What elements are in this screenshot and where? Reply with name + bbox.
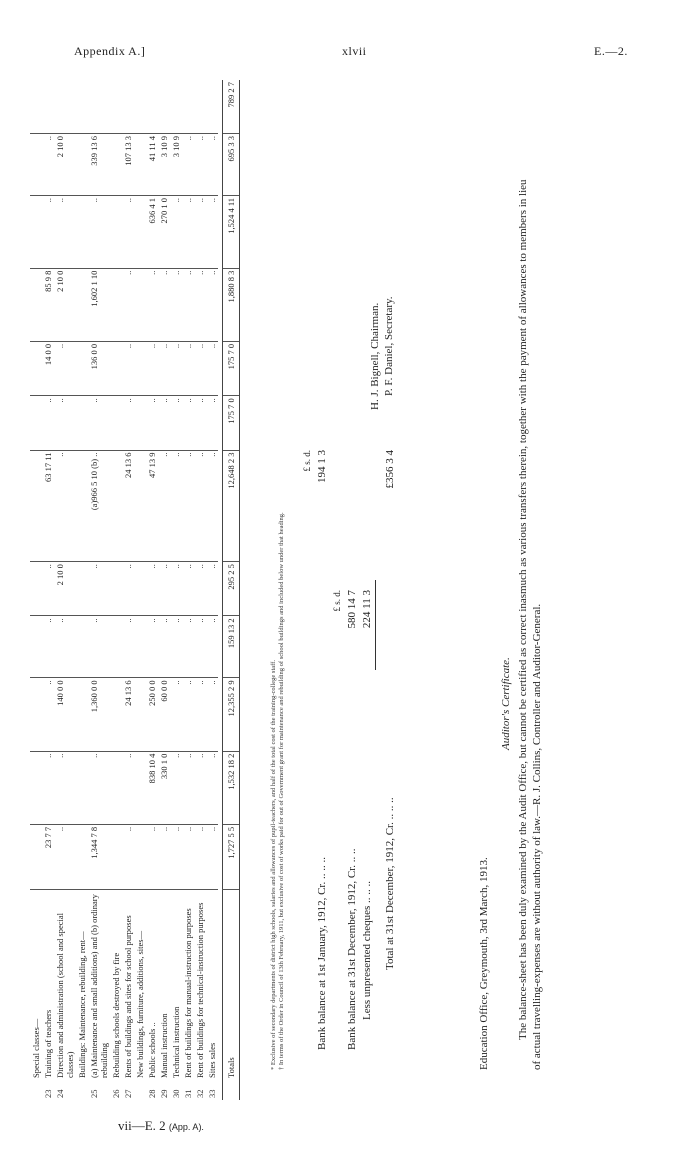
amount-cell: .. (194, 195, 206, 268)
amount-cell (30, 562, 42, 616)
amount-cell: .. (146, 824, 158, 890)
amount-cell: .. (54, 616, 76, 678)
amount-cell (76, 751, 88, 824)
amount-cell: 1,344 7 8 (88, 824, 110, 890)
amount-cell (76, 616, 88, 678)
certificate-body: The balance-sheet has been duly examined by the Audit Office, but cannot be certified as correct inasmuch as various transfers therein, together with the payment of allowances to members in lieu of actual travelling-expenses are without authority of law.—R. J. Collins, Controller and Auditor-General. (517, 179, 543, 1070)
amount-cell: .. (54, 195, 76, 268)
amount-cell: .. (182, 678, 194, 751)
table-row (88, 80, 110, 1100)
amount-cell (76, 134, 88, 196)
amount-cell-empty (158, 80, 170, 134)
amount-cell: .. (54, 450, 76, 562)
amount-cell: .. (122, 396, 134, 450)
amount-cell: .. (158, 396, 170, 450)
amount-cell: .. (194, 341, 206, 395)
row-number: 32 (195, 1089, 205, 1098)
amount-cell: .. (42, 562, 54, 616)
table-row (76, 80, 88, 1100)
totals-label: Totals (222, 890, 239, 1080)
amount-cell: .. (170, 678, 182, 751)
row-description: Technical instruction (170, 890, 182, 1080)
table-row (158, 80, 170, 1100)
amount-cell (134, 195, 146, 268)
row-description: Sites sales (206, 890, 218, 1080)
row-description: New buildings, furniture, additions, sites— (134, 890, 146, 1080)
amount-cell-empty (146, 80, 158, 134)
amount-cell: .. (170, 562, 182, 616)
amount-cell (134, 678, 146, 751)
amount-cell: 270 1 0 (158, 195, 170, 268)
amount-cell (110, 824, 122, 890)
amount-cell-empty (54, 80, 76, 134)
amount-cell: 24 13 6 (122, 450, 134, 562)
totals-spacer (222, 1080, 239, 1100)
row-number: 31 (183, 1089, 193, 1098)
amount-cell: .. (54, 341, 76, 395)
amount-cell (134, 341, 146, 395)
amount-cell (134, 134, 146, 196)
amount-cell: .. (206, 268, 218, 341)
row-description: Rebuilding schools destroyed by fire (110, 890, 122, 1080)
row-number: 28 (147, 1089, 157, 1098)
amount-cell-empty (206, 80, 218, 134)
amount-cell: .. (194, 134, 206, 196)
amount-cell: .. (170, 450, 182, 562)
amount-cell: .. (122, 562, 134, 616)
row-number (134, 1080, 146, 1100)
amount-cell (30, 195, 42, 268)
row-description: Buildings: Maintenance, rebuilding, rent— (76, 890, 88, 1080)
amount-cell: .. (206, 450, 218, 562)
total-cell: 12,355 2 9 (222, 678, 239, 751)
table-row (194, 80, 206, 1100)
amount-cell: .. (206, 751, 218, 824)
table-row (42, 80, 54, 1100)
bank-value-opening: 194 1 3 (316, 450, 328, 483)
total-cell: 159 13 2 (222, 616, 239, 678)
amount-cell: .. (194, 396, 206, 450)
row-number: 29 (159, 1089, 169, 1098)
row-number: 30 (171, 1089, 181, 1098)
amount-cell (110, 450, 122, 562)
lsd-header-2: £ s. d. (332, 590, 342, 612)
total-cell: 695 3 3 (222, 134, 239, 196)
bank-line-opening: Bank balance at 1st January, 1912, Cr. .. .. .. (316, 857, 328, 1050)
amount-cell: .. (122, 195, 134, 268)
amount-cell-empty (110, 80, 122, 134)
amount-cell: .. (170, 824, 182, 890)
amount-cell (76, 678, 88, 751)
amount-cell-empty (30, 80, 42, 134)
amount-cell: 63 17 11 (42, 450, 54, 562)
amount-cell: .. (182, 562, 194, 616)
bank-value-closing: 580 14 7 (346, 590, 358, 629)
amount-cell: 47 13 9 (146, 450, 158, 562)
amount-cell: .. (158, 268, 170, 341)
amount-cell: 24 13 6 (122, 678, 134, 751)
amount-cell: .. (88, 616, 110, 678)
amount-cell: 2 10 0 (54, 268, 76, 341)
amount-cell: .. (158, 341, 170, 395)
amount-cell: .. (122, 616, 134, 678)
amount-cell: .. (182, 396, 194, 450)
row-number: 23 (43, 1089, 53, 1098)
amount-cell: .. (170, 341, 182, 395)
amount-cell: .. (122, 824, 134, 890)
amount-cell: .. (206, 341, 218, 395)
amount-cell (110, 268, 122, 341)
amount-cell: .. (88, 562, 110, 616)
amount-cell (30, 616, 42, 678)
bank-balance-section (300, 430, 398, 1050)
amount-cell: .. (122, 751, 134, 824)
amount-cell (76, 341, 88, 395)
amount-cell (110, 751, 122, 824)
table-row (122, 80, 134, 1100)
amount-cell-empty (122, 80, 134, 134)
amount-cell: 3 10 9 (170, 134, 182, 196)
amount-cell: .. (170, 195, 182, 268)
row-description: Rents of buildings and sites for school purposes (122, 890, 134, 1080)
footer-page-ref: vii—E. 2 (118, 1118, 166, 1133)
row-description: Public schools .. (146, 890, 158, 1080)
table-row (146, 80, 158, 1100)
total-cell: 1,532 18 2 (222, 751, 239, 824)
row-description: Rent of buildings for manual-instruction purposes (182, 890, 194, 1080)
amount-cell: 636 4 1 (146, 195, 158, 268)
page-footer (118, 1118, 204, 1134)
amount-cell: .. (42, 195, 54, 268)
amount-cell: .. (194, 751, 206, 824)
amount-cell: .. (42, 751, 54, 824)
signatories (368, 190, 396, 410)
table-row (110, 80, 122, 1100)
total-cell: 1,727 5 5 (222, 824, 239, 890)
bank-value-unpresented: 224 11 3 (361, 590, 373, 629)
total-cell: 1,880 8 3 (222, 268, 239, 341)
row-number: 27 (123, 1089, 133, 1098)
amount-cell: .. (122, 268, 134, 341)
amount-cell: 838 10 4 (146, 751, 158, 824)
amount-cell (76, 396, 88, 450)
row-description: Special classes— (30, 890, 42, 1080)
amount-cell: .. (42, 616, 54, 678)
amount-cell-empty (76, 80, 88, 134)
amount-cell (134, 268, 146, 341)
amount-cell: .. (194, 678, 206, 751)
amount-cell (76, 268, 88, 341)
amount-cell: .. (182, 268, 194, 341)
amount-cell: .. (194, 824, 206, 890)
row-description: Rent of buildings for technical-instruction purposes (194, 890, 206, 1080)
amount-cell (76, 562, 88, 616)
amount-cell: .. (42, 396, 54, 450)
table-row (30, 80, 42, 1100)
amount-cell: .. (206, 824, 218, 890)
office-date-line: Education Office, Greymouth, 3rd March, 1913. (478, 857, 490, 1070)
amount-cell: 250 0 0 (146, 678, 158, 751)
amount-cell: 1,360 0 0 (88, 678, 110, 751)
amount-cell: .. (194, 450, 206, 562)
amount-cell: .. (170, 751, 182, 824)
amount-cell (134, 824, 146, 890)
row-description: Training of teachers (42, 890, 54, 1080)
amount-cell: .. (158, 562, 170, 616)
amount-cell: .. (182, 134, 194, 196)
amount-cell: .. (54, 824, 76, 890)
amount-cell (30, 824, 42, 890)
bank-value-total: £356 3 4 (384, 450, 396, 489)
row-description: Direction and administration (school and special classes) (54, 890, 76, 1080)
amount-cell: .. (182, 751, 194, 824)
amount-cell: .. (206, 396, 218, 450)
row-description: Manual instruction (158, 890, 170, 1080)
row-number: 26 (111, 1089, 121, 1098)
amount-cell-empty (182, 80, 194, 134)
amount-cell: .. (88, 396, 110, 450)
certificate-title: Auditor's Certificate. (500, 657, 512, 750)
total-cell: 175 7 0 (222, 396, 239, 450)
amount-cell (110, 134, 122, 196)
amount-cell: 140 0 0 (54, 678, 76, 751)
amount-cell: .. (170, 268, 182, 341)
amount-cell: .. (182, 824, 194, 890)
total-cell: 789 2 7 (222, 80, 239, 134)
bank-line-unpresented: Less unpresented cheques .. .. .. (361, 881, 373, 1020)
row-number (76, 1080, 88, 1100)
amount-cell: .. (158, 616, 170, 678)
amount-cell: 339 13 6 (88, 134, 110, 196)
amount-cell (110, 195, 122, 268)
amount-cell (30, 751, 42, 824)
rule-1 (375, 580, 376, 670)
amount-cell-empty (42, 80, 54, 134)
table-row (206, 80, 218, 1100)
row-description: (a) Maintenance and small additions) and (b) ordinary rebuilding (88, 890, 110, 1080)
amount-cell: 3 10 9 (158, 134, 170, 196)
header-appendix: Appendix A.] (74, 44, 146, 58)
amount-cell: .. (54, 396, 76, 450)
amount-cell: .. (206, 562, 218, 616)
footnote-1: * Exclusive of secondary departments of district high schools, salaries and allowances of pupil-teachers, and half of the total cost of the training-college staff. (270, 660, 277, 1070)
total-cell: 175 7 0 (222, 341, 239, 395)
amount-cell: .. (182, 616, 194, 678)
amount-cell: .. (146, 616, 158, 678)
amount-cell (30, 134, 42, 196)
amount-cell: .. (122, 341, 134, 395)
amount-cell: .. (158, 450, 170, 562)
amount-cell: 85 9 8 (42, 268, 54, 341)
amount-cell (134, 616, 146, 678)
amount-cell: .. (206, 616, 218, 678)
amount-cell (30, 268, 42, 341)
footnotes (270, 370, 286, 1070)
amount-cell: .. (88, 195, 110, 268)
chairman-signature: H. J. Bignell, Chairman. (369, 302, 381, 410)
amount-cell (30, 396, 42, 450)
amount-cell: 2 10 0 (54, 562, 76, 616)
amount-cell: 1,602 1 10 (88, 268, 110, 341)
amount-cell: 107 13 3 (122, 134, 134, 196)
amount-cell: .. (158, 824, 170, 890)
amount-cell-empty (88, 80, 110, 134)
total-cell: 295 2 5 (222, 562, 239, 616)
amount-cell (110, 396, 122, 450)
amount-cell: .. (170, 396, 182, 450)
amount-cell: 14 0 0 (42, 341, 54, 395)
amount-cell: .. (54, 751, 76, 824)
footer-appendix-ref: (App. A). (168, 1122, 204, 1132)
amount-cell: 41 11 4 (146, 134, 158, 196)
amount-cell (30, 450, 42, 562)
bank-line-total: Total at 31st December, 1912, Cr. .. .. .. (384, 797, 396, 970)
lsd-header: £ s. d. (302, 450, 312, 472)
document-code: E.—2. (594, 44, 628, 58)
footnote-2: † In terms of the Order in Council of 13th February, 1911, but exclusive of cost of works paid for out of Government grant for maintenance and rebuilding of school buildings and included below under that heading. (278, 512, 285, 1070)
row-number: 33 (207, 1089, 217, 1098)
row-number: 24 (55, 1089, 65, 1098)
rotated-page-content (30, 70, 670, 1110)
amount-cell: .. (146, 396, 158, 450)
row-number: 25 (89, 1089, 99, 1098)
amount-cell: .. (194, 268, 206, 341)
amount-cell (110, 341, 122, 395)
amount-cell (134, 396, 146, 450)
amount-cell (76, 824, 88, 890)
amount-cell (30, 341, 42, 395)
table-row (170, 80, 182, 1100)
amount-cell: .. (182, 195, 194, 268)
amount-cell (134, 751, 146, 824)
amount-cell (110, 616, 122, 678)
amount-cell: .. (146, 268, 158, 341)
amount-cell (110, 562, 122, 616)
amount-cell: .. (146, 341, 158, 395)
amount-cell: .. (194, 616, 206, 678)
amount-cell-empty (170, 80, 182, 134)
table-row (182, 80, 194, 1100)
amount-cell: .. (194, 562, 206, 616)
amount-cell: 330 1 0 (158, 751, 170, 824)
balance-sheet-table (30, 80, 240, 1100)
table-row (134, 80, 146, 1100)
amount-cell: .. (182, 341, 194, 395)
bank-line-closing: Bank balance at 31st December, 1912, Cr. .. .. (346, 848, 358, 1050)
table-row (54, 80, 76, 1100)
amount-cell: .. (206, 134, 218, 196)
amount-cell: .. (182, 450, 194, 562)
amount-cell (76, 195, 88, 268)
amount-cell: .. (88, 751, 110, 824)
amount-cell: (a)966 5 10 (b) .. (88, 450, 110, 562)
row-number (30, 1080, 42, 1100)
secretary-signature: P. F. Daniel, Secretary. (383, 296, 395, 396)
amount-cell (134, 562, 146, 616)
amount-cell: .. (42, 678, 54, 751)
amount-cell (110, 678, 122, 751)
amount-cell (134, 450, 146, 562)
amount-cell: .. (146, 562, 158, 616)
amount-cell: .. (170, 616, 182, 678)
amount-cell: 23 7 7 (42, 824, 54, 890)
amount-cell: 2 10 0 (54, 134, 76, 196)
totals-row (222, 80, 239, 1100)
amount-cell-empty (194, 80, 206, 134)
amount-cell: .. (206, 678, 218, 751)
amount-cell-empty (134, 80, 146, 134)
amount-cell: 136 0 0 (88, 341, 110, 395)
amount-cell (30, 678, 42, 751)
amount-cell: .. (206, 195, 218, 268)
amount-cell: .. (42, 134, 54, 196)
total-cell: 1,524 4 11 (222, 195, 239, 268)
total-cell: 12,648 2 3 (222, 450, 239, 562)
page-number: xlvii (342, 44, 367, 58)
amount-cell (76, 450, 88, 562)
amount-cell: 60 0 0 (158, 678, 170, 751)
